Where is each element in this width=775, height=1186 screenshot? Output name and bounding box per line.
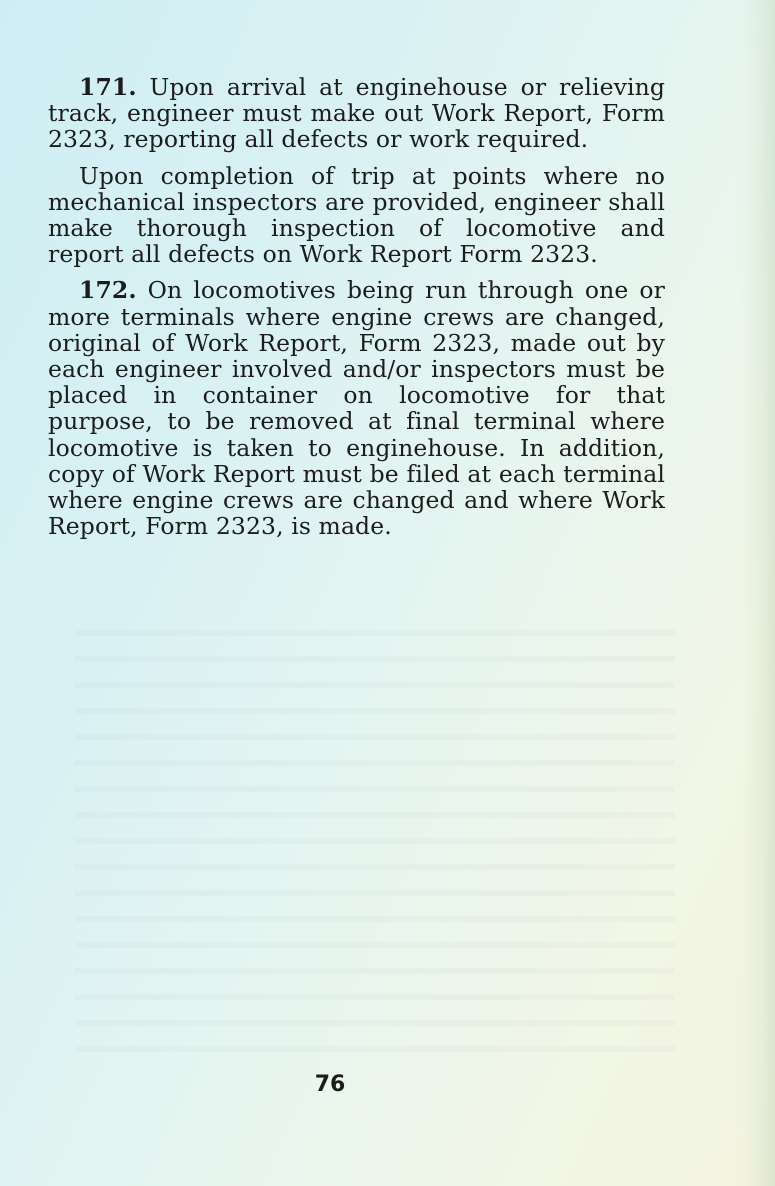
page-edge-shading [741, 0, 775, 1186]
rule-text: On locomotives being run through one or more terminals where engine crews are changed, original of Work Report, Form 2323, made out by each engineer involved and/or inspectors must be placed in container on locomotive for that purpose, to be removed at final terminal where locomotive is taken to enginehouse. In addition, copy of Work Report must be filed at each terminal where engine crews are changed and where Work Report, Form 2323, is made. [48, 276, 665, 541]
rule-172-paragraph [48, 277, 665, 539]
rule-number: 172. [79, 276, 137, 305]
rule-171-paragraph [48, 74, 665, 153]
bleed-through-text [75, 612, 675, 1052]
page-number: 76 [314, 1072, 346, 1097]
rule-text: Upon arrival at enginehouse or relieving track, engineer must make out Work Report, Form 2323, reporting all defects or work required. [48, 73, 665, 154]
rule-number: 171. [79, 73, 137, 101]
rule-171-continuation: Upon completion of trip at points where no mechanical inspectors are provided, engineer shall make thorough inspection of locomotive and report all defects on Work Report Form 2323. [48, 161, 665, 269]
page-text [48, 74, 665, 539]
